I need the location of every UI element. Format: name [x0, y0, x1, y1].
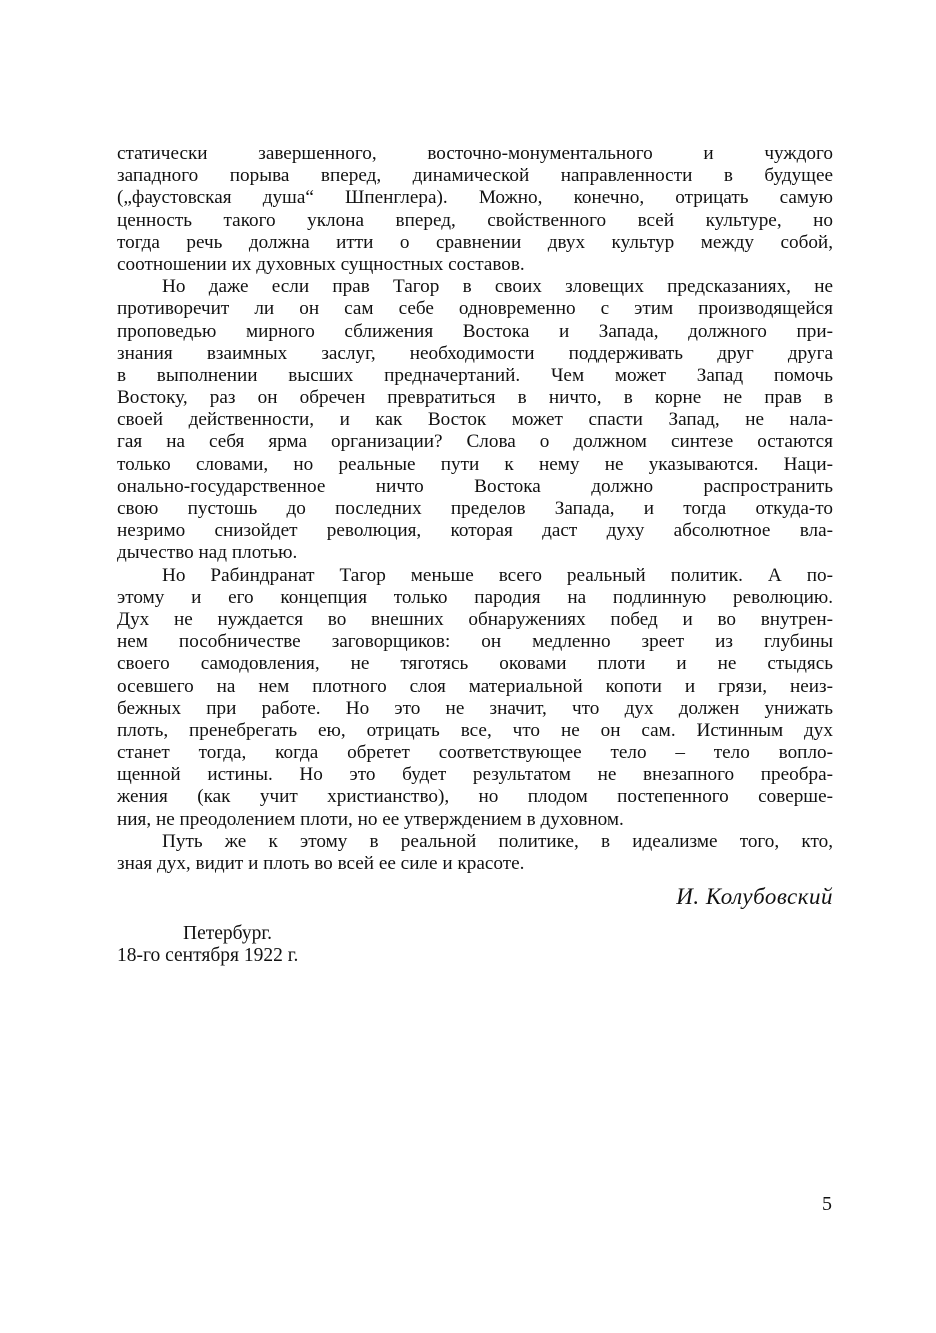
text-line: статически завершенного, восточно-монументального и чуждого: [117, 143, 833, 164]
text-line: нем пособничестве заговорщиков: он медленно зреет из глубины: [117, 631, 833, 653]
text-line: ния, не преодолением плоти, но ее утверждением в духовном.: [117, 808, 624, 830]
text-line: незримо снизойдет революция, которая даст духу абсолютное вла-: [117, 520, 833, 542]
text-line: Путь же к этому в реальной политике, в идеализме того, кто,: [162, 830, 833, 852]
text-line: только словами, но реальные пути к нему не указываются. Наци-: [117, 453, 833, 475]
text-line: щенной истины. Но это будет результатом не внезапного преобра-: [117, 764, 833, 786]
text-line: Востоку, раз он обречен превратиться в ничто, в корне не прав в: [117, 387, 833, 409]
text-line: в выполнении высших предначертаний. Чем может Запад помочь: [117, 364, 833, 386]
text-line: осевшего на нем плотного слоя материальной копоти и грязи, неиз-: [117, 675, 833, 697]
text-line: онально-государственное ничто Востока должно распространить: [117, 475, 833, 497]
body-text: [117, 143, 833, 875]
text-line: тогда речь должна итти о сравнении двух культур между собой,: [117, 231, 833, 253]
text-line: знания взаимных заслуг, необходимости поддерживать друг друга: [117, 342, 833, 364]
text-line: западного порыва вперед, динамической направленности в будущее: [117, 165, 833, 187]
text-line: дычество над плотью.: [117, 542, 298, 564]
text-line: соотношении их духовных сущностных составов.: [117, 253, 525, 275]
text-line: зная дух, видит и плоть во всей ее силе и красоте.: [117, 853, 525, 874]
text-line: плоть, пренебрегать ею, отрицать все, что не он сам. Истинным дух: [117, 719, 833, 741]
text-line: станет тогда, когда обретет соответствующее тело – тело вопло-: [117, 742, 833, 764]
text-line: Но даже если прав Тагор в своих зловещих предсказаниях, не: [162, 276, 833, 298]
page-number: 5: [822, 1193, 832, 1215]
text-line: Дух не нуждается во внешних обнаружениях побед и во внутрен-: [117, 608, 833, 630]
text-line: бежных при работе. Но это не значит, что дух должен унижать: [117, 697, 833, 719]
place-line: Петербург.: [183, 923, 273, 944]
text-line: своего самодовления, не тяготясь оковами плоти и не стыдясь: [117, 653, 833, 675]
text-line: противоречит ли он сам себе одновременно с этим производящейся: [117, 298, 833, 320]
text-line: свою пустошь до последних пределов Запада, и тогда откуда-то: [117, 498, 833, 519]
text-line: Но Рабиндранат Тагор меньше всего реальный политик. А по-: [162, 564, 833, 586]
text-line: проповедью мирного сближения Востока и Запада, должного при-: [117, 320, 833, 342]
author-signature: И. Колубовский: [676, 884, 833, 909]
text-line: („фаустовская душа“ Шпенглера). Можно, конечно, отрицать самую: [117, 187, 833, 209]
date-line: 18-го сентября 1922 г.: [117, 945, 299, 966]
text-line: гая на себя ярма организации? Слова о должном синтезе остаются: [117, 431, 833, 453]
text-line: своей действенности, и как Восток может спасти Запад, не нала-: [117, 409, 833, 431]
text-line: жения (как учит христианство), но плодом постепенного соверше-: [117, 786, 833, 808]
text-line: ценность такого уклона вперед, свойственного всей культуре, но: [117, 209, 833, 231]
text-line: этому и его концепция только пародия на подлинную революцию.: [117, 586, 833, 608]
